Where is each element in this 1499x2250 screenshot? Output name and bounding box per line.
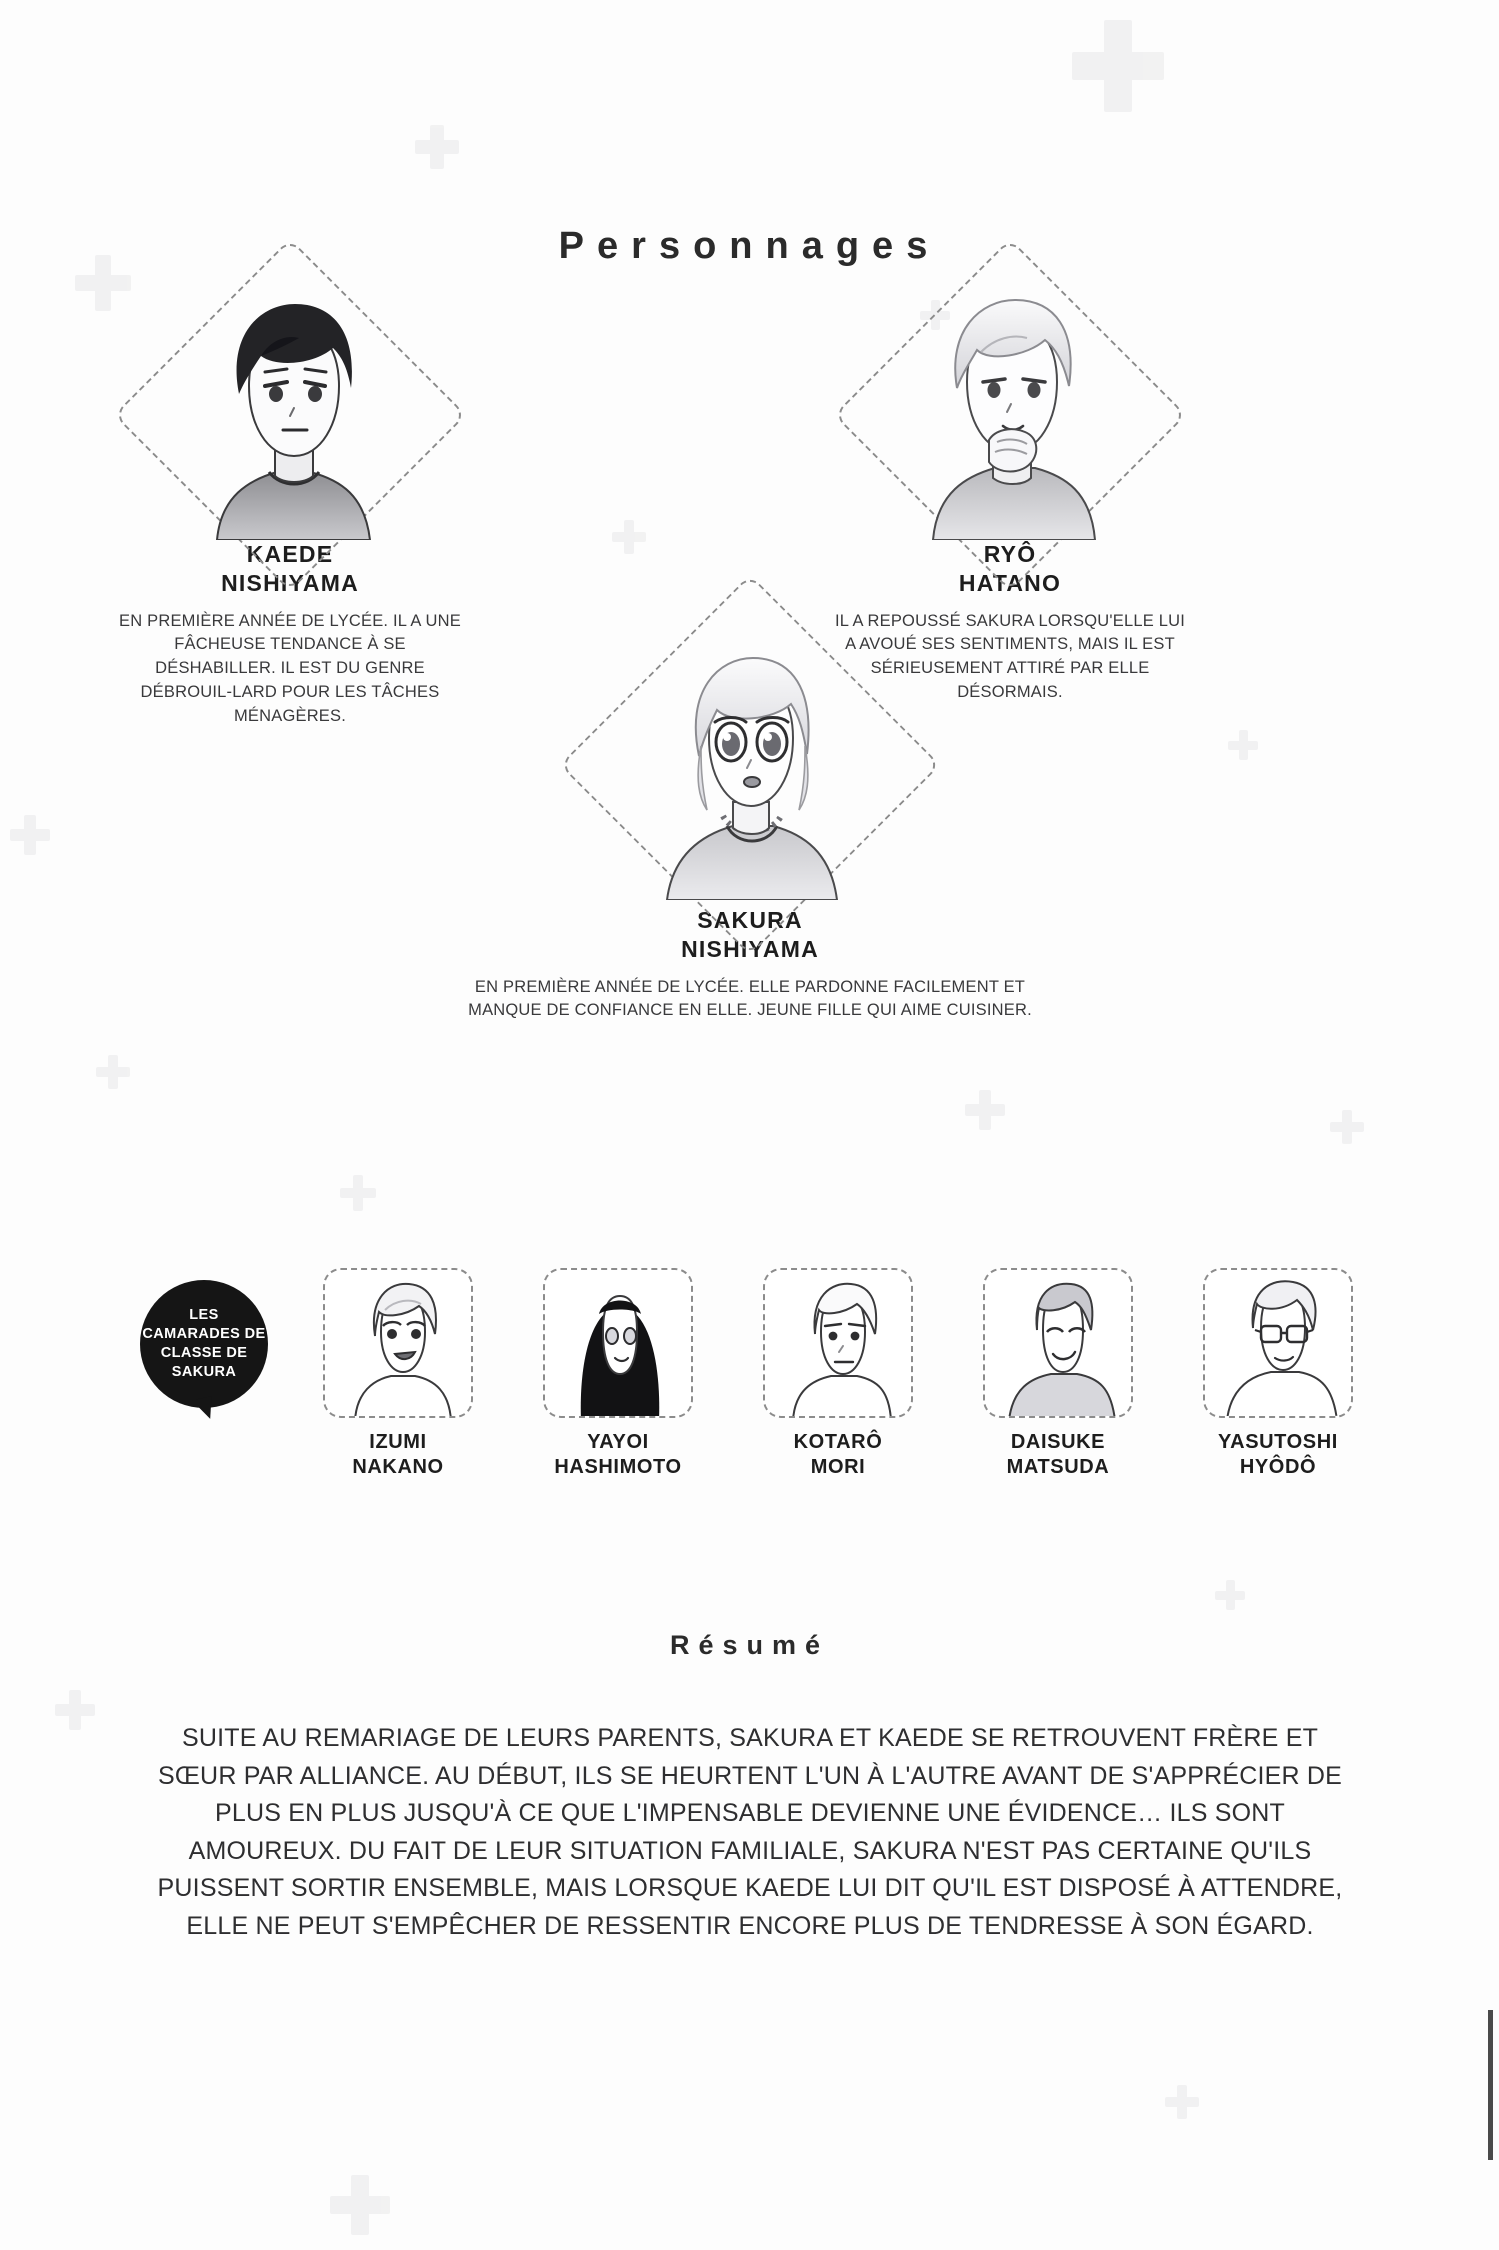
classmate-name-line1: IZUMI <box>369 1431 427 1453</box>
classmate-name-line1: DAISUKE <box>1010 1431 1106 1453</box>
izumi-illustration <box>325 1270 473 1418</box>
decor-cross-icon <box>1228 730 1258 760</box>
character-card-kaede <box>115 290 465 729</box>
decor-cross-icon <box>1330 1110 1364 1144</box>
decor-cross-icon <box>1165 2085 1199 2119</box>
classmate-name-line1: KOTARÔ <box>793 1431 883 1453</box>
portrait-kaede <box>165 290 415 540</box>
character-name-line1: SAKURA <box>697 907 803 933</box>
decor-cross-icon <box>330 2175 390 2235</box>
yayoi-illustration <box>545 1270 693 1418</box>
page-edge-marker <box>1488 2010 1493 2160</box>
yasutoshi-illustration <box>1205 1270 1353 1418</box>
classmate-portrait-izumi <box>323 1268 473 1418</box>
classmate-portrait-daisuke <box>983 1268 1133 1418</box>
decor-cross-icon <box>612 520 646 554</box>
decor-cross-icon <box>415 125 459 169</box>
kaede-illustration <box>165 290 415 540</box>
classmate-name-line2: MATSUDA <box>1006 1456 1110 1478</box>
decor-cross-icon <box>96 1055 130 1089</box>
classmate-name-line1: YASUTOSHI <box>1218 1431 1338 1453</box>
ryo-illustration <box>885 290 1135 540</box>
classmates-bubble-label: LES CAMARADES DE CLASSE DE SAKURA <box>142 1307 266 1380</box>
classmate-card-daisuke <box>970 1268 1146 1480</box>
character-name-line1: RYÔ <box>983 541 1037 567</box>
character-description-kaede: EN PREMIÈRE ANNÉE DE LYCÉE. IL A UNE FÂCHEUSE TENDANCE À SE DÉSHABILLER. IL EST DU GENRE DÉBROUIL-LARD POUR LES TÂCHES MÉNAGÈRES. <box>119 611 461 726</box>
classmate-card-izumi <box>310 1268 486 1480</box>
page-title-characters: Personnages <box>558 225 941 267</box>
classmate-portrait-yasutoshi <box>1203 1268 1353 1418</box>
page-title-summary: Résumé <box>669 1630 830 1660</box>
character-name-line1: KAEDE <box>246 541 334 567</box>
decor-cross-icon <box>55 1690 95 1730</box>
character-description-ryo: IL A REPOUSSÉ SAKURA LORSQU'ELLE LUI A AVOUÉ SES SENTIMENTS, MAIS IL EST SÉRIEUSEMENT ATTIRÉ PAR ELLE DÉSORMAIS. <box>835 611 1185 702</box>
character-name-line2: HATANO <box>958 569 1062 596</box>
portrait-sakura <box>615 630 885 900</box>
classmate-name-izumi <box>310 1430 486 1480</box>
decor-cross-icon <box>10 815 50 855</box>
classmate-card-yasutoshi <box>1190 1268 1366 1480</box>
classmate-name-yasutoshi <box>1190 1430 1366 1480</box>
classmate-portrait-yayoi <box>543 1268 693 1418</box>
classmate-name-kotaro <box>750 1430 926 1480</box>
classmate-name-line2: HASHIMOTO <box>554 1456 682 1478</box>
classmate-name-line2: MORI <box>810 1456 866 1478</box>
kotaro-illustration <box>765 1270 913 1418</box>
portrait-ryo <box>885 290 1135 540</box>
decor-cross-icon <box>340 1175 376 1211</box>
classmate-name-line1: YAYOI <box>587 1431 649 1453</box>
character-card-sakura <box>460 630 1040 1023</box>
classmate-name-line2: HYÔDÔ <box>1239 1456 1317 1478</box>
classmate-name-yayoi <box>530 1430 706 1480</box>
decor-cross-icon <box>1072 20 1164 112</box>
classmate-card-kotaro <box>750 1268 926 1480</box>
character-name-line2: NISHIYAMA <box>681 935 819 962</box>
classmate-name-line2: NAKANO <box>352 1456 444 1478</box>
classmate-portrait-kotaro <box>763 1268 913 1418</box>
character-description-sakura: EN PREMIÈRE ANNÉE DE LYCÉE. ELLE PARDONNE FACILEMENT ET MANQUE DE CONFIANCE EN ELLE. JEUNE FILLE QUI AIME CUISINER. <box>468 977 1032 1020</box>
sakura-illustration <box>615 630 885 900</box>
character-name-line2: NISHIYAMA <box>221 569 359 596</box>
decor-cross-icon <box>965 1090 1005 1130</box>
classmates-section <box>130 1268 1370 1528</box>
classmates-speech-bubble <box>140 1280 268 1408</box>
decor-cross-icon <box>1215 1580 1245 1610</box>
daisuke-illustration <box>985 1270 1133 1418</box>
classmate-name-daisuke <box>970 1430 1146 1480</box>
classmate-card-yayoi <box>530 1268 706 1480</box>
summary-text: SUITE AU REMARIAGE DE LEURS PARENTS, SAKURA ET KAEDE SE RETROUVENT FRÈRE ET SŒUR PAR ALLIANCE. AU DÉBUT, ILS SE HEURTENT L'UN À L'AUTRE AVANT DE S'APPRÉCIER DE PLUS EN PLUS JUSQU'À CE QUE L'IMPENSABLE DEVIENNE UNE ÉVIDENCE… ILS SONT AMOUREUX. DU FAIT DE LEUR SITUATION FAMILIALE, SAKURA N'EST PAS CERTAINE QU'ILS PUISSENT SORTIR ENSEMBLE, MAIS LORSQUE KAEDE LUI DIT QU'IL EST DISPOSÉ À ATTENDRE, ELLE NE PEUT S'EMPÊCHER DE RESSENTIR ENCORE PLUS DE TENDRESSE À SON ÉGARD. <box>157 1724 1343 1940</box>
